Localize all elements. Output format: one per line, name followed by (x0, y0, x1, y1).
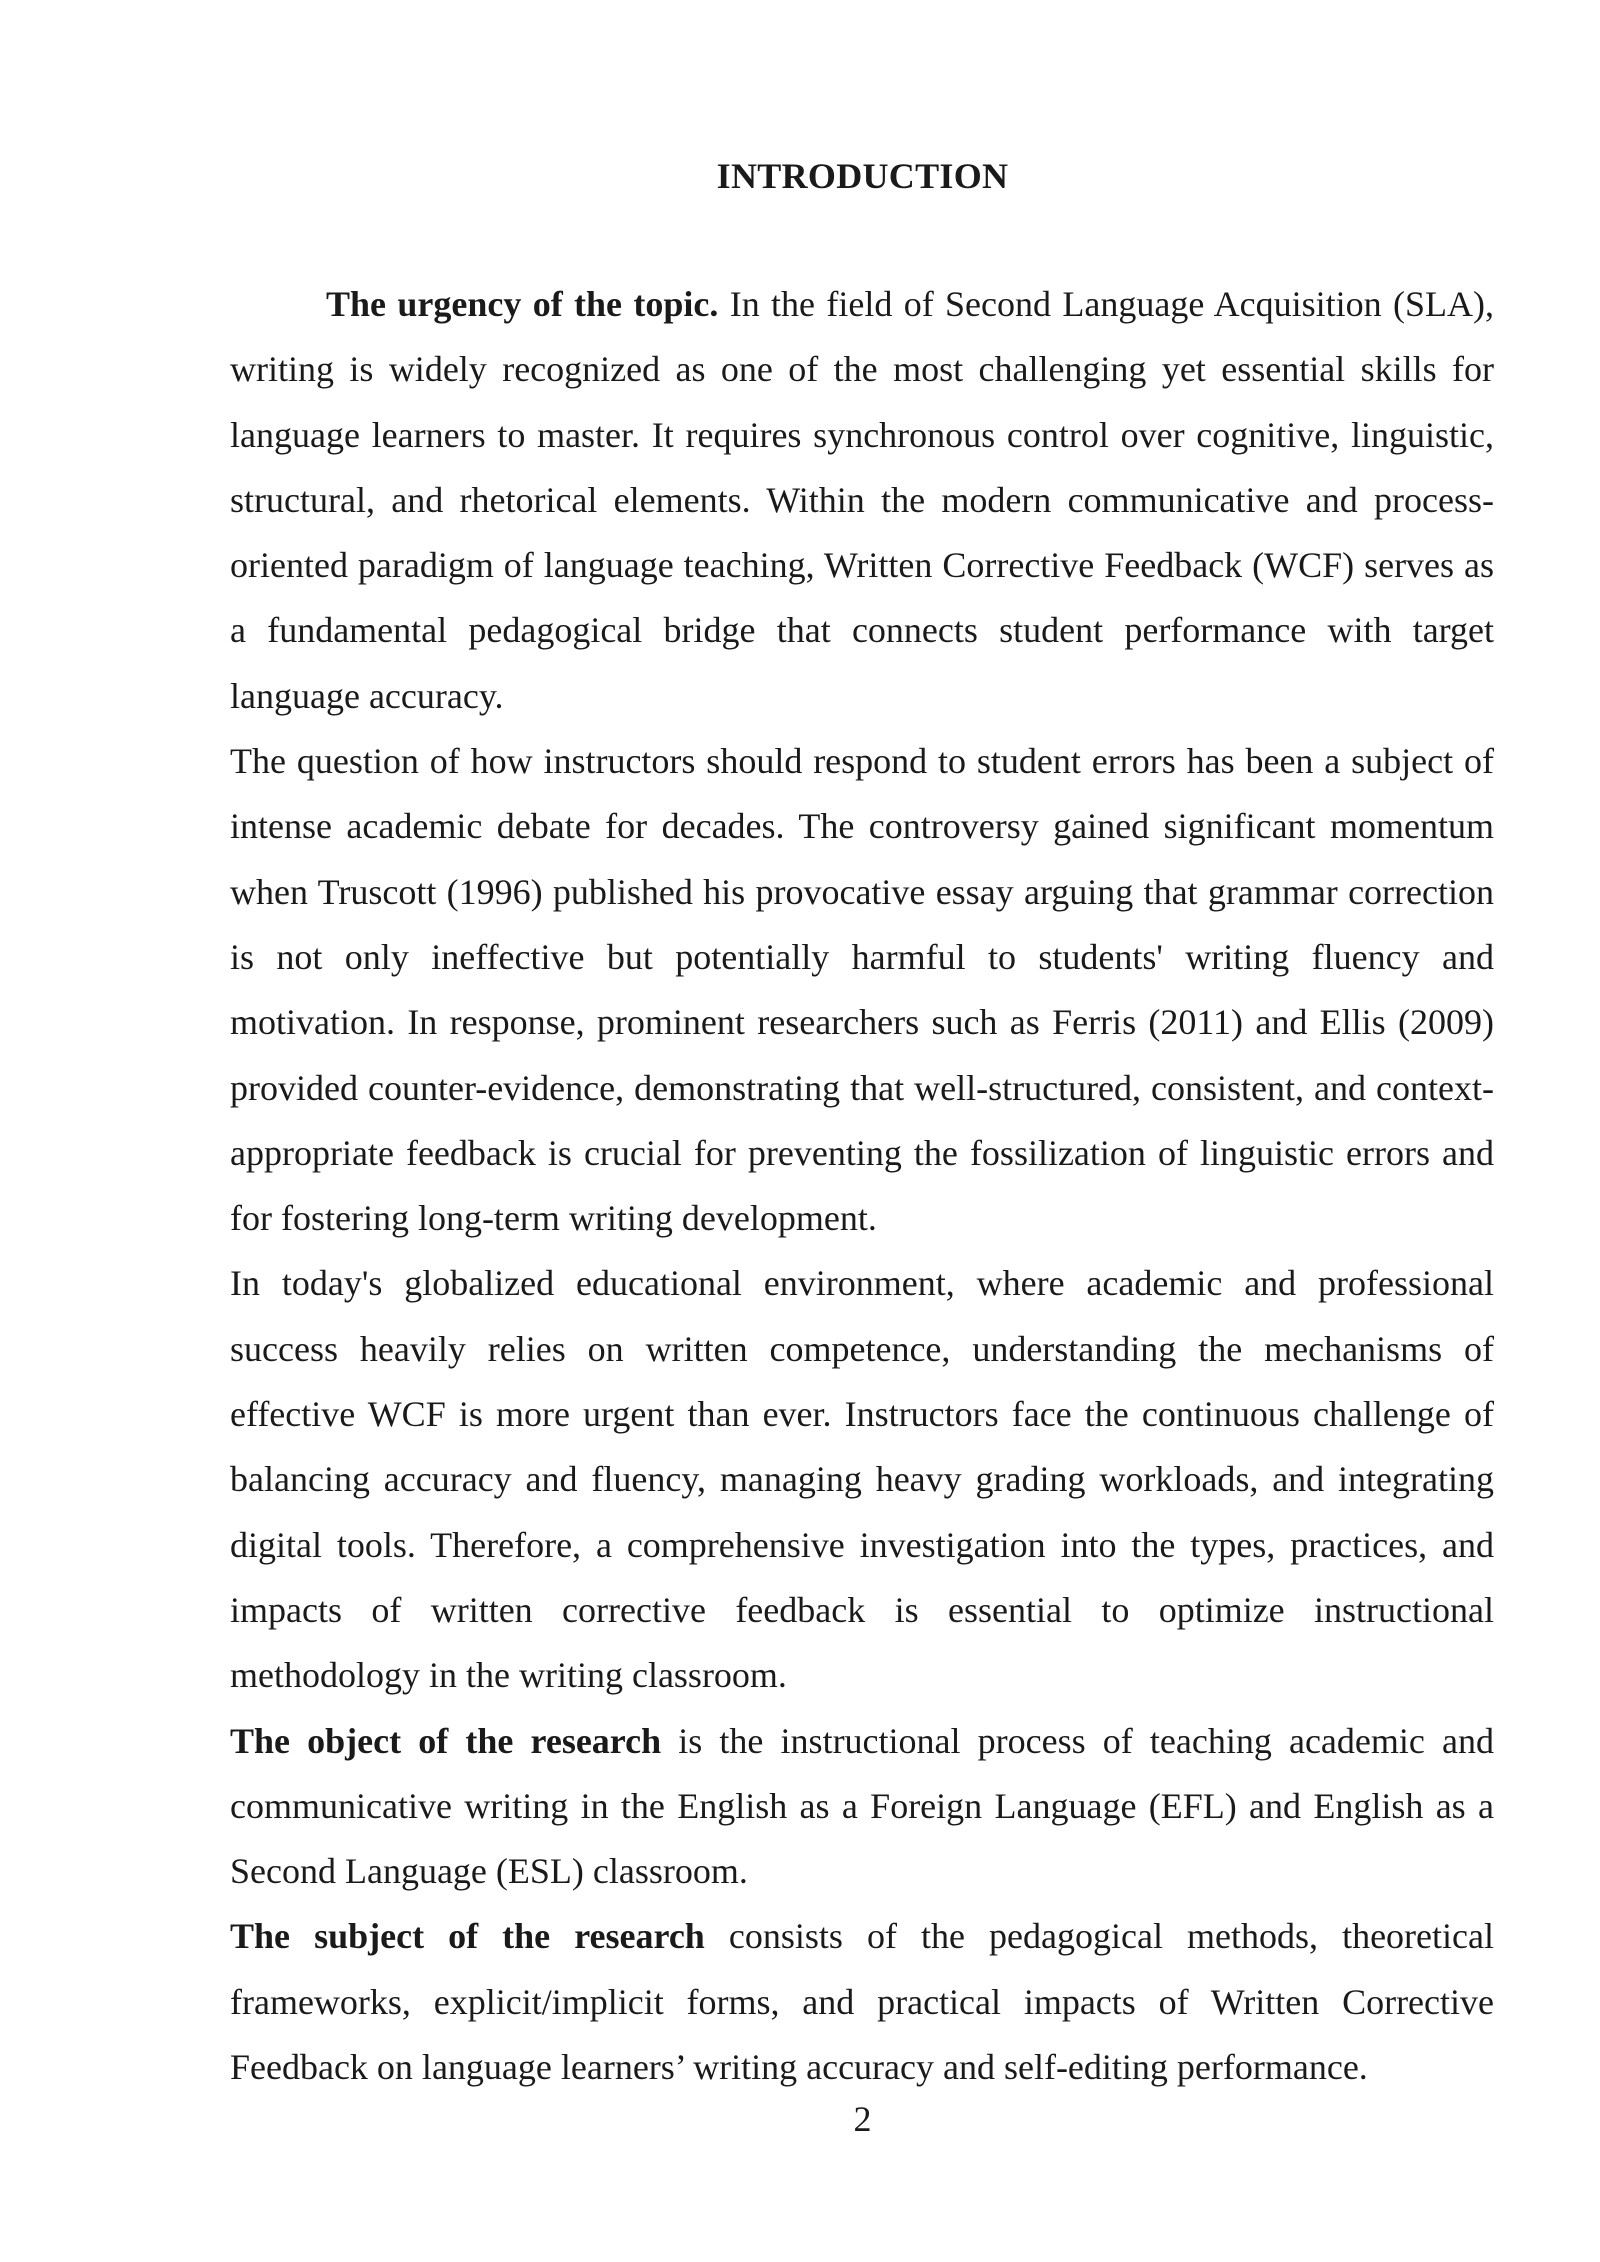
paragraph-subject (230, 1904, 1494, 2100)
paragraph-urgency (230, 272, 1494, 729)
paragraph-globalized (230, 1251, 1494, 1708)
paragraph-debate (230, 729, 1494, 1251)
paragraph-text-object: is the instructional process of teaching academic and communicative writing in the English as a Foreign Language (EFL) and English as a Second Language (ESL) classroom. (230, 1720, 1494, 1892)
page-number: 2 (853, 2099, 872, 2139)
body-text (230, 272, 1494, 2100)
paragraph-text-urgency: In the field of Second Language Acquisition (SLA), writing is widely recognized as one of the most challenging yet essential skills for language learners to master. It requires synchronous control over cognitive, linguistic, structural, and rhetorical elements. Within the modern communicative and process-oriented paradigm of language teaching, Written Corrective Feedback (WCF) serves as a fundamental pedagogical bridge that connects student performance with target language accuracy. (230, 284, 1494, 716)
paragraph-lead-urgency: The urgency of the topic. (326, 284, 719, 324)
paragraph-object (230, 1709, 1494, 1905)
paragraph-text-subject: consists of the pedagogical methods, theoretical frameworks, explicit/implicit forms, and practical impacts of Written Corrective Feedback on language learners’ writing accuracy and self-editing performance. (230, 1916, 1494, 2088)
paragraph-text-globalized: In today's globalized educational environment, where academic and professional success heavily relies on written competence, understanding the mechanisms of effective WCF is more urgent than ever. Instructors face the continuous challenge of balancing accuracy and fluency, managing heavy grading workloads, and integrating digital tools. Therefore, a comprehensive investigation into the types, practices, and impacts of written corrective feedback is essential to optimize instructional methodology in the writing classroom. (230, 1263, 1494, 1696)
paragraph-lead-subject: The subject of the research (230, 1916, 705, 1957)
paragraph-text-debate: The question of how instructors should respond to student errors has been a subject of intense academic debate for decades. The controversy gained significant momentum when Truscott (1996) published his provocative essay arguing that grammar correction is not only ineffective but potentially harmful to students' writing fluency and motivation. In response, prominent researchers such as Ferris (2011) and Ellis (2009) provided counter-evidence, demonstrating that well-structured, consistent, and context-appropriate feedback is crucial for preventing the fossilization of linguistic errors and for fostering long-term writing development. (230, 741, 1494, 1239)
page-title: INTRODUCTION (716, 156, 1009, 196)
paragraph-lead-object: The object of the research (230, 1720, 662, 1761)
